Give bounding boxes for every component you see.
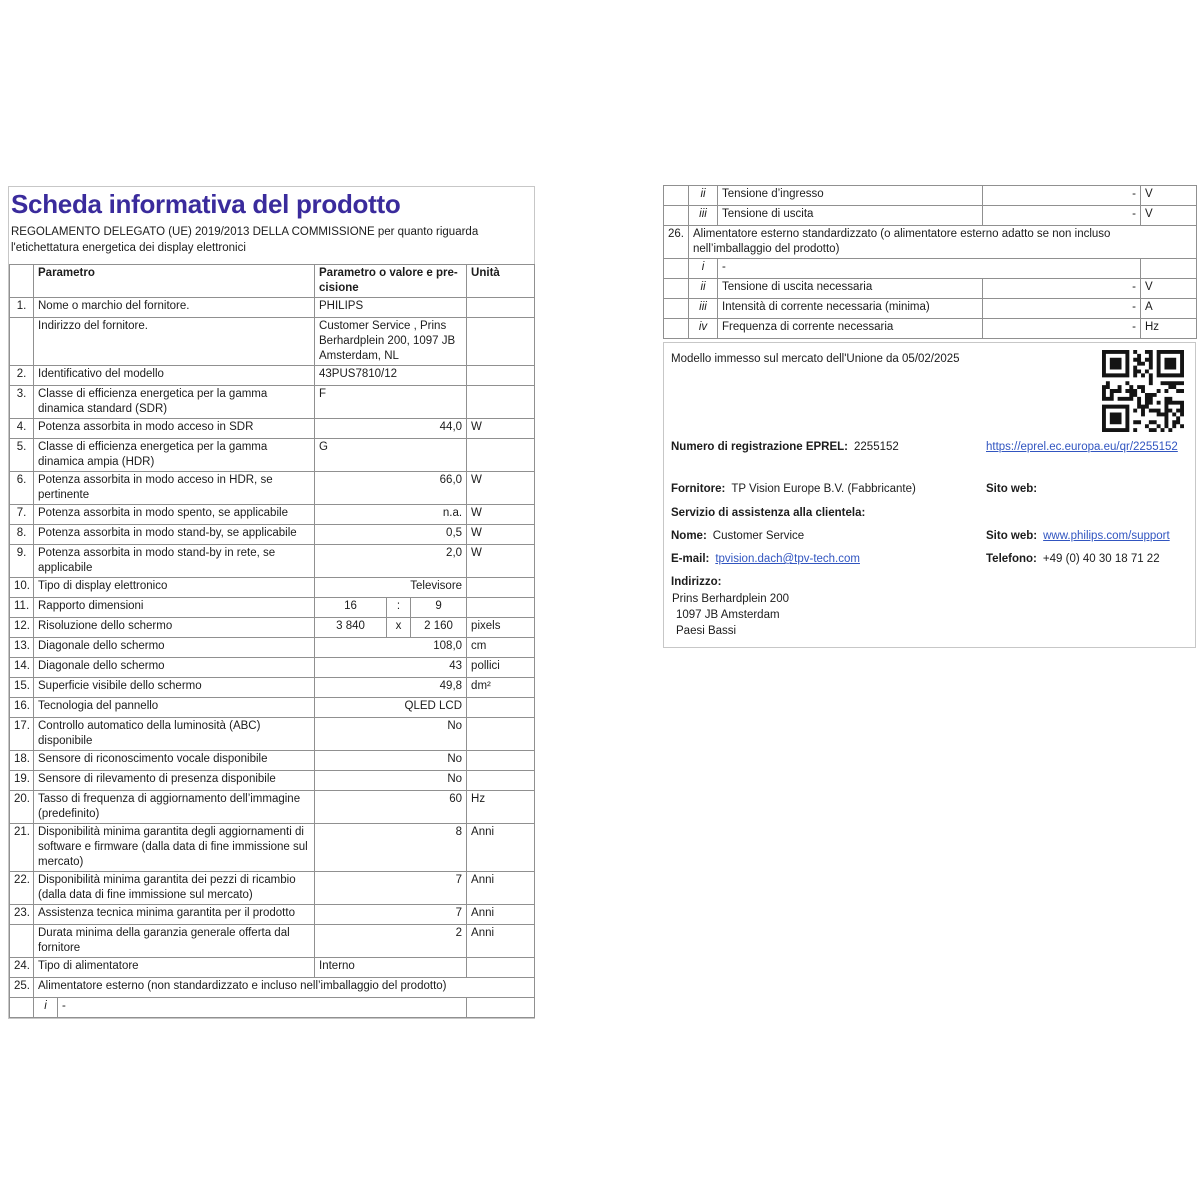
row-value: 16 bbox=[315, 598, 387, 618]
row-number: 5. bbox=[10, 439, 34, 472]
row-value: 108,0 bbox=[315, 638, 467, 658]
email-row bbox=[671, 552, 860, 567]
row-value: 3 840 bbox=[315, 618, 387, 638]
row-number: 11. bbox=[10, 598, 34, 618]
row-unit: cm bbox=[467, 638, 535, 658]
row-label: Potenza assorbita in modo spento, se applicabile bbox=[34, 505, 315, 525]
market-entry-line: Modello immesso sul mercato dell'Unione da 05/02/2025 bbox=[671, 353, 960, 365]
row-label: Superficie visibile dello schermo bbox=[34, 678, 315, 698]
row-value: 43PUS7810/12 bbox=[315, 366, 467, 386]
row-number: 8. bbox=[10, 525, 34, 545]
table-row bbox=[664, 279, 1197, 299]
row-number: 23. bbox=[10, 905, 34, 925]
row-label: Tasso di frequenza di aggiornamento dell’immagine (predefinito) bbox=[34, 791, 315, 824]
table-row bbox=[10, 638, 535, 658]
row-number bbox=[664, 279, 689, 299]
eprel-label: Numero di registrazione EPREL: bbox=[671, 441, 849, 453]
row-label: Diagonale dello schermo bbox=[34, 638, 315, 658]
row-number: 3. bbox=[10, 386, 34, 419]
row-label: Tensione di uscita bbox=[718, 206, 983, 226]
row-label: Potenza assorbita in modo stand-by in rete, se applicabile bbox=[34, 545, 315, 578]
row-label: Tecnologia del pannello bbox=[34, 698, 315, 718]
row-number bbox=[664, 206, 689, 226]
table-row bbox=[10, 678, 535, 698]
table-row bbox=[664, 299, 1197, 319]
row-unit bbox=[467, 698, 535, 718]
row-value: No bbox=[315, 771, 467, 791]
row-label: Disponibilità minima garantita dei pezzi di ricambio (dalla data di fine immissione sul mercato) bbox=[34, 872, 315, 905]
table-row bbox=[10, 791, 535, 824]
row-unit bbox=[467, 958, 535, 978]
header-parameter: Parametro bbox=[34, 265, 315, 298]
row-label: Potenza assorbita in modo acceso in HDR, se pertinente bbox=[34, 472, 315, 505]
row-label: - bbox=[58, 998, 467, 1018]
row-roman-numeral: iii bbox=[689, 299, 718, 319]
row-label: Alimentatore esterno standardizzato (o alimentatore esterno adatto se non incluso nell’imballaggio del prodotto) bbox=[689, 226, 1197, 259]
row-unit: dm² bbox=[467, 678, 535, 698]
row-value: 7 bbox=[315, 905, 467, 925]
row-value: 2,0 bbox=[315, 545, 467, 578]
row-unit bbox=[467, 751, 535, 771]
table-row bbox=[10, 318, 535, 366]
row-number: 14. bbox=[10, 658, 34, 678]
row-unit: pixels bbox=[467, 618, 535, 638]
table-row bbox=[10, 439, 535, 472]
row-label: Rapporto dimensioni bbox=[34, 598, 315, 618]
row-value: 60 bbox=[315, 791, 467, 824]
row-number bbox=[10, 318, 34, 366]
row-label: Classe di efficienza energetica per la gamma dinamica ampia (HDR) bbox=[34, 439, 315, 472]
row-value: Televisore bbox=[315, 578, 467, 598]
row-value: - bbox=[983, 279, 1141, 299]
product-sheet-panel bbox=[8, 186, 535, 1019]
eprel-number: 2255152 bbox=[854, 441, 899, 453]
row-number bbox=[664, 299, 689, 319]
table-row bbox=[664, 319, 1197, 339]
table-row bbox=[10, 525, 535, 545]
row-value: 44,0 bbox=[315, 419, 467, 439]
supplier-value: TP Vision Europe B.V. (Fabbricante) bbox=[731, 483, 916, 495]
row-value: - bbox=[983, 206, 1141, 226]
row-number: 12. bbox=[10, 618, 34, 638]
row-number bbox=[10, 925, 34, 958]
row-value: Customer Service , Prins Berhardplein 200, 1097 JB Amsterdam, NL bbox=[315, 318, 467, 366]
row-label: Tipo di alimentatore bbox=[34, 958, 315, 978]
row-unit bbox=[467, 598, 535, 618]
row-number: 25. bbox=[10, 978, 34, 998]
table-row bbox=[10, 618, 535, 638]
row-number: 13. bbox=[10, 638, 34, 658]
row-label: Assistenza tecnica minima garantita per il prodotto bbox=[34, 905, 315, 925]
row-value: No bbox=[315, 751, 467, 771]
table-row bbox=[10, 751, 535, 771]
row-unit: W bbox=[467, 419, 535, 439]
row-unit bbox=[467, 578, 535, 598]
supplier-label: Fornitore: bbox=[671, 483, 726, 495]
row-number: 26. bbox=[664, 226, 689, 259]
row-number: 10. bbox=[10, 578, 34, 598]
row-number: 21. bbox=[10, 824, 34, 872]
row-roman-numeral: ii bbox=[689, 279, 718, 299]
table-row bbox=[10, 366, 535, 386]
table-row bbox=[10, 658, 535, 678]
website-label: Sito web: bbox=[986, 483, 1038, 495]
website-row bbox=[986, 529, 1170, 544]
row-unit: Anni bbox=[467, 925, 535, 958]
continuation-parameters-table bbox=[663, 185, 1197, 339]
row-unit bbox=[467, 386, 535, 419]
row-label: Intensità di corrente necessaria (minima) bbox=[718, 299, 983, 319]
page-title: Scheda informativa del prodotto bbox=[11, 189, 401, 219]
header-value: Parametro o valore e precisione bbox=[315, 265, 467, 298]
phone-label: Telefono: bbox=[986, 553, 1037, 565]
row-label: Frequenza di corrente necessaria bbox=[718, 319, 983, 339]
table-row bbox=[10, 905, 535, 925]
row-unit: V bbox=[1141, 186, 1197, 206]
table-row bbox=[664, 186, 1197, 206]
service-name-row bbox=[671, 529, 804, 544]
row-unit bbox=[467, 718, 535, 751]
eprel-registration-row bbox=[671, 440, 899, 455]
row-value-separator: x bbox=[387, 618, 411, 638]
row-value: 43 bbox=[315, 658, 467, 678]
table-row bbox=[10, 419, 535, 439]
product-parameters-table bbox=[9, 264, 535, 1018]
row-label: Diagonale dello schermo bbox=[34, 658, 315, 678]
table-row bbox=[10, 925, 535, 958]
row-label: Nome o marchio del fornitore. bbox=[34, 298, 315, 318]
row-value: QLED LCD bbox=[315, 698, 467, 718]
table-row bbox=[10, 978, 535, 998]
header-unit: Unità bbox=[467, 265, 535, 298]
row-unit: pollici bbox=[467, 658, 535, 678]
row-label: Sensore di rilevamento di presenza disponibile bbox=[34, 771, 315, 791]
row-value: F bbox=[315, 386, 467, 419]
row-unit: Hz bbox=[1141, 319, 1197, 339]
supplier-row bbox=[671, 482, 916, 497]
row-label: Controllo automatico della luminosità (ABC) disponibile bbox=[34, 718, 315, 751]
row-unit: Anni bbox=[467, 824, 535, 872]
website-label2: Sito web: bbox=[986, 530, 1038, 542]
row-number: 22. bbox=[10, 872, 34, 905]
row-value: Interno bbox=[315, 958, 467, 978]
row-label: Potenza assorbita in modo stand-by, se applicabile bbox=[34, 525, 315, 545]
row-value: No bbox=[315, 718, 467, 751]
row-value: n.a. bbox=[315, 505, 467, 525]
row-label: Tensione di uscita necessaria bbox=[718, 279, 983, 299]
row-value: 49,8 bbox=[315, 678, 467, 698]
table-row bbox=[10, 472, 535, 505]
row-unit: Anni bbox=[467, 872, 535, 905]
row-label: Alimentatore esterno (non standardizzato e incluso nell’imballaggio del prodotto) bbox=[34, 978, 535, 998]
row-value: - bbox=[983, 186, 1141, 206]
row-number: 19. bbox=[10, 771, 34, 791]
table-row bbox=[10, 958, 535, 978]
row-unit: V bbox=[1141, 279, 1197, 299]
row-number bbox=[664, 319, 689, 339]
row-unit: Hz bbox=[467, 791, 535, 824]
table-header-row bbox=[10, 265, 535, 298]
row-label: Risoluzione dello schermo bbox=[34, 618, 315, 638]
row-number: 17. bbox=[10, 718, 34, 751]
row-unit bbox=[1141, 259, 1197, 279]
row-label: Disponibilità minima garantita degli aggiornamenti di software e firmware (dalla data di fine immissione sul mercato) bbox=[34, 824, 315, 872]
name-value: Customer Service bbox=[712, 530, 805, 542]
regulation-subtitle: REGOLAMENTO DELEGATO (UE) 2019/2013 DELLA COMMISSIONE per quanto riguarda l'etichettatura energetica dei display elettronici bbox=[11, 226, 479, 254]
row-label: Potenza assorbita in modo acceso in SDR bbox=[34, 419, 315, 439]
header-num-cell bbox=[10, 265, 34, 298]
address-line: Prins Berhardplein 200 bbox=[672, 593, 789, 605]
row-unit: V bbox=[1141, 206, 1197, 226]
row-value-separator: : bbox=[387, 598, 411, 618]
row-unit bbox=[467, 771, 535, 791]
address-line: Paesi Bassi bbox=[676, 625, 737, 637]
table-row bbox=[10, 505, 535, 525]
row-value: G bbox=[315, 439, 467, 472]
table-row bbox=[10, 872, 535, 905]
row-label: Durata minima della garanzia generale offerta dal fornitore bbox=[34, 925, 315, 958]
row-roman-numeral: i bbox=[34, 998, 58, 1018]
row-number: 1. bbox=[10, 298, 34, 318]
row-number: 7. bbox=[10, 505, 34, 525]
row-unit: W bbox=[467, 545, 535, 578]
row-value: - bbox=[983, 319, 1141, 339]
email-label: E-mail: bbox=[671, 553, 710, 565]
row-unit: W bbox=[467, 505, 535, 525]
row-value: PHILIPS bbox=[315, 298, 467, 318]
row-label: Sensore di riconoscimento vocale disponibile bbox=[34, 751, 315, 771]
address-label: Indirizzo: bbox=[671, 576, 722, 588]
row-number: 20. bbox=[10, 791, 34, 824]
row-number: 24. bbox=[10, 958, 34, 978]
row-unit bbox=[467, 298, 535, 318]
phone-value: +49 (0) 40 30 18 71 22 bbox=[1042, 553, 1160, 565]
address-line: 1097 JB Amsterdam bbox=[676, 609, 780, 621]
market-info-panel bbox=[663, 342, 1196, 648]
table-row bbox=[10, 824, 535, 872]
row-label: - bbox=[718, 259, 1141, 279]
row-unit bbox=[467, 318, 535, 366]
row-roman-numeral: iv bbox=[689, 319, 718, 339]
row-number: 4. bbox=[10, 419, 34, 439]
row-unit bbox=[467, 439, 535, 472]
website-row-empty bbox=[986, 482, 1037, 497]
table-row bbox=[10, 718, 535, 751]
row-label: Indirizzo del fornitore. bbox=[34, 318, 315, 366]
email-link[interactable]: tpvision.dach@tpv-tech.com bbox=[715, 553, 860, 565]
row-number: 9. bbox=[10, 545, 34, 578]
row-unit: Anni bbox=[467, 905, 535, 925]
row-number: 18. bbox=[10, 751, 34, 771]
row-value: 2 bbox=[315, 925, 467, 958]
table-row bbox=[664, 259, 1197, 279]
row-unit bbox=[467, 998, 535, 1018]
row-number: 15. bbox=[10, 678, 34, 698]
row-number bbox=[10, 998, 34, 1018]
table-row bbox=[10, 545, 535, 578]
row-value: - bbox=[983, 299, 1141, 319]
row-value: 66,0 bbox=[315, 472, 467, 505]
row-number: 16. bbox=[10, 698, 34, 718]
row-unit: W bbox=[467, 472, 535, 505]
row-number: 2. bbox=[10, 366, 34, 386]
table-row bbox=[664, 226, 1197, 259]
row-unit: W bbox=[467, 525, 535, 545]
customer-service-heading: Servizio di assistenza alla clientela: bbox=[671, 507, 866, 519]
qr-code-icon bbox=[1102, 350, 1184, 432]
row-label: Tensione d’ingresso bbox=[718, 186, 983, 206]
row-label: Tipo di display elettronico bbox=[34, 578, 315, 598]
phone-row bbox=[986, 552, 1160, 567]
table-row bbox=[664, 206, 1197, 226]
row-label: Classe di efficienza energetica per la gamma dinamica standard (SDR) bbox=[34, 386, 315, 419]
name-label: Nome: bbox=[671, 530, 707, 542]
row-number bbox=[664, 186, 689, 206]
table-row bbox=[10, 386, 535, 419]
row-unit: A bbox=[1141, 299, 1197, 319]
row-value: 9 bbox=[411, 598, 467, 618]
website-link[interactable]: www.philips.com/support bbox=[1043, 530, 1170, 542]
row-roman-numeral: iii bbox=[689, 206, 718, 226]
row-value: 8 bbox=[315, 824, 467, 872]
row-value: 0,5 bbox=[315, 525, 467, 545]
eprel-link[interactable]: https://eprel.ec.europa.eu/qr/2255152 bbox=[986, 441, 1178, 453]
row-unit bbox=[467, 366, 535, 386]
row-roman-numeral: ii bbox=[689, 186, 718, 206]
row-label: Identificativo del modello bbox=[34, 366, 315, 386]
table-row bbox=[10, 298, 535, 318]
row-number: 6. bbox=[10, 472, 34, 505]
table-row bbox=[10, 598, 535, 618]
row-value: 2 160 bbox=[411, 618, 467, 638]
row-value: 7 bbox=[315, 872, 467, 905]
row-number bbox=[664, 259, 689, 279]
table-row bbox=[10, 998, 535, 1018]
table-row bbox=[10, 698, 535, 718]
table-row bbox=[10, 578, 535, 598]
row-roman-numeral: i bbox=[689, 259, 718, 279]
table-row bbox=[10, 771, 535, 791]
